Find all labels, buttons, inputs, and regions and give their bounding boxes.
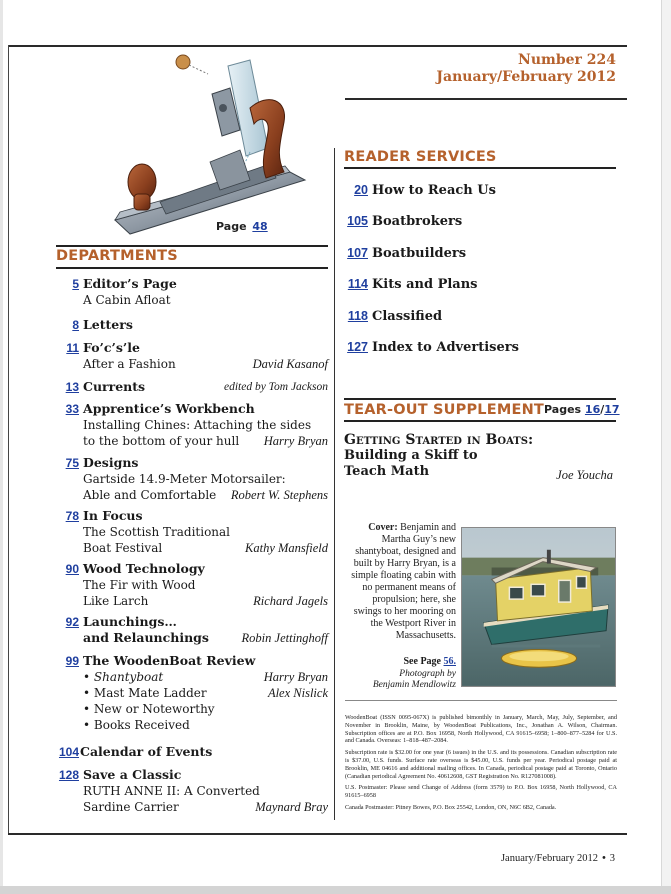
toc-subtitle-text: Boat Festival bbox=[83, 541, 163, 555]
toc-subtitle: RUTH ANNE II: A Converted bbox=[83, 784, 260, 798]
toc-author: Alex Nislick bbox=[267, 686, 328, 700]
toc-author: Robert W. Stephens bbox=[230, 488, 328, 502]
rs-page-link[interactable]: 127 bbox=[347, 340, 368, 354]
review-item-text: Shantyboat bbox=[93, 670, 164, 684]
toc-title: Apprentice’s Workbench bbox=[83, 401, 255, 416]
toc-subtitle bbox=[83, 487, 328, 503]
supplement-title-line: Teach Math bbox=[344, 464, 430, 479]
review-item bbox=[83, 685, 328, 701]
toc-subtitle-text: Sardine Carrier bbox=[83, 800, 179, 814]
reader-services-rule bbox=[344, 167, 616, 169]
reader-service-item[interactable] bbox=[344, 276, 478, 293]
rs-title: Classified bbox=[372, 309, 443, 324]
toc-author: Kathy Mansfield bbox=[245, 541, 328, 555]
page-footer bbox=[501, 853, 615, 864]
toc-title: Letters bbox=[83, 317, 133, 332]
toc-page-link[interactable]: 11 bbox=[66, 341, 79, 355]
toc-author: Richard Jagels bbox=[253, 594, 328, 608]
cover-divider bbox=[345, 700, 617, 701]
toc-entry[interactable] bbox=[56, 561, 328, 609]
toc-entry[interactable] bbox=[56, 614, 328, 646]
toc-author: David Kasanof bbox=[252, 357, 328, 371]
rs-title: Boatbuilders bbox=[372, 246, 467, 261]
issue-info bbox=[436, 52, 616, 86]
departments-rule-bottom bbox=[56, 267, 328, 269]
rs-page-link[interactable]: 105 bbox=[347, 214, 368, 228]
toc-author: Harry Bryan bbox=[263, 670, 328, 684]
supplement-page-link[interactable]: 16 bbox=[584, 403, 601, 416]
supplement-heading: TEAR-OUT SUPPLEMENT bbox=[344, 402, 545, 418]
fineprint-paragraph: Canada Postmaster: Pitney Bowes, P.O. Box 25542, London, ON, N6C 6B2, Canada. bbox=[345, 803, 557, 811]
bottom-rule bbox=[8, 833, 627, 835]
scrollbar[interactable] bbox=[661, 0, 671, 894]
reader-services-heading: READER SERVICES bbox=[344, 149, 497, 165]
toc-title: Calendar of Events bbox=[80, 744, 213, 759]
departments-rule-top bbox=[56, 245, 328, 247]
issue-number: Number 224 bbox=[518, 52, 616, 68]
rs-page-link[interactable]: 107 bbox=[347, 246, 368, 260]
hand-plane-exploded-icon bbox=[100, 52, 330, 242]
column-divider bbox=[334, 148, 335, 820]
header-rule bbox=[345, 98, 627, 100]
departments-heading: DEPARTMENTS bbox=[56, 248, 178, 264]
cover-see-page bbox=[345, 656, 456, 667]
toc-subtitle bbox=[83, 799, 328, 815]
footer-separator: • bbox=[602, 853, 606, 864]
toc-author: edited by Tom Jackson bbox=[223, 381, 328, 393]
toc-title: The WoodenBoat Review bbox=[83, 653, 256, 668]
rs-page-link[interactable]: 20 bbox=[354, 183, 368, 197]
toc-subtitle bbox=[83, 433, 328, 449]
reader-service-item[interactable] bbox=[344, 213, 462, 230]
toc-page-link[interactable]: 5 bbox=[72, 277, 79, 291]
review-item bbox=[83, 669, 328, 685]
toc-entry[interactable] bbox=[56, 340, 328, 372]
toc-subtitle bbox=[83, 593, 328, 609]
toc-entry[interactable] bbox=[56, 455, 328, 503]
toc-subtitle: A Cabin Afloat bbox=[83, 293, 171, 307]
rs-title: Boatbrokers bbox=[372, 214, 463, 229]
toc-author: Maynard Bray bbox=[255, 800, 328, 814]
rs-title: Index to Advertisers bbox=[372, 340, 519, 355]
toc-page-link[interactable]: 99 bbox=[65, 654, 79, 668]
supplement-pages: Pages 16/17 bbox=[544, 403, 620, 416]
toc-page-link[interactable]: 33 bbox=[65, 402, 79, 416]
fineprint-paragraph: U.S. Postmaster: Please send Change of Address (form 3579) to P.O. Box 16958, North Hollywood, CA 91615–6958 bbox=[345, 784, 617, 800]
fineprint-paragraph: WoodenBoat (ISSN 0095-067X) is published bimonthly in January, March, May, July, September, and November in Brooklin, Maine, by WoodenBoat Publications, Inc., Jonathan A. Wilson, Chairman. Subscription offices are at P.O. Box 16958, North Hollywood, CA 91615–6958; 1–800–877–5284 for U.S. and Canada. Overseas: 1–818–487–2084. bbox=[345, 714, 617, 745]
toc-subtitle-text: to the bottom of your hull bbox=[83, 434, 240, 448]
credit-line: Photograph by bbox=[399, 669, 456, 679]
page-bottom-edge bbox=[0, 886, 671, 894]
footer-page-number: 3 bbox=[609, 853, 615, 864]
rs-title: How to Reach Us bbox=[372, 183, 496, 198]
toc-title: Editor’s Page bbox=[83, 276, 177, 291]
review-item-text: Mast Mate Ladder bbox=[93, 686, 207, 700]
rs-page-link[interactable]: 114 bbox=[347, 277, 368, 291]
shantyboat-photo bbox=[461, 527, 616, 687]
toc-author: Harry Bryan bbox=[263, 434, 328, 448]
hero-caption bbox=[216, 220, 268, 233]
toc-title-continued bbox=[83, 630, 328, 646]
toc-title: Designs bbox=[83, 455, 139, 470]
rs-page-link[interactable]: 118 bbox=[347, 309, 368, 323]
toc-entry[interactable] bbox=[56, 744, 328, 760]
reader-service-item[interactable] bbox=[344, 339, 519, 356]
toc-page-link[interactable]: 78 bbox=[65, 509, 79, 523]
toc-entry[interactable] bbox=[56, 401, 328, 449]
cover-description bbox=[345, 522, 456, 642]
publication-fineprint bbox=[345, 714, 617, 816]
footer-date: January/February 2012 bbox=[500, 853, 599, 864]
toc-title: Fo’c’s’le bbox=[83, 340, 140, 355]
toc-entry[interactable] bbox=[56, 767, 328, 815]
toc-title: Wood Technology bbox=[83, 561, 205, 576]
toc-page-link[interactable]: 90 bbox=[65, 562, 79, 576]
toc-entry[interactable] bbox=[56, 317, 328, 333]
toc-author: Robin Jettinghoff bbox=[241, 631, 328, 645]
toc-page-link[interactable]: 92 bbox=[65, 615, 79, 629]
supplement-title-line: Building a Skiff to bbox=[344, 448, 478, 463]
toc-subtitle bbox=[83, 540, 328, 556]
toc-subtitle: The Scottish Traditional bbox=[83, 525, 231, 539]
supplement-author: Joe Youcha bbox=[556, 468, 613, 482]
toc-entry[interactable] bbox=[56, 379, 328, 395]
toc-entry[interactable] bbox=[56, 276, 328, 308]
toc-subtitle bbox=[83, 356, 328, 372]
review-item bbox=[83, 717, 328, 733]
toc-subtitle: Installing Chines: Attaching the sides bbox=[83, 418, 312, 432]
top-rule bbox=[8, 45, 627, 47]
toc-page-link[interactable]: 13 bbox=[65, 380, 79, 394]
issue-date: January/February 2012 bbox=[436, 69, 616, 85]
toc-subtitle-text: Like Larch bbox=[83, 594, 149, 608]
page-left-edge bbox=[0, 0, 3, 894]
supplement-rule-bottom bbox=[344, 420, 616, 422]
review-item-text: New or Noteworthy bbox=[93, 702, 215, 716]
hero-caption-label: Page bbox=[216, 220, 247, 233]
toc-subtitle-text: Able and Comfortable bbox=[83, 488, 217, 502]
hero-page-link[interactable]: 48 bbox=[252, 220, 268, 233]
cover-text: Benjamin and Martha Guy’s new shantyboat, designed and built by Harry Bryan, is a simple floating cabin with no permanent means of propulsion; here, she swings to her mooring on the Westport River in Massachusetts. bbox=[351, 522, 456, 641]
toc-title: Save a Classic bbox=[83, 767, 182, 782]
cover-page-link[interactable]: 56. bbox=[443, 656, 456, 667]
cover-label: Cover: bbox=[368, 522, 398, 533]
toc-title: Launchings… bbox=[83, 614, 177, 629]
toc-entry[interactable] bbox=[56, 653, 328, 733]
supplement-pages-label: Pages bbox=[544, 403, 582, 416]
fineprint-paragraph: Subscription rate is $32.00 for one year (6 issues) in the U.S. and its possessions. Canadian subscription rate is $37.00, U.S. funds. Surface rate overseas is $45.00, U.S. funds per year. Periodical postage paid at Brooklin, ME 04616 and additional mailing offices. In Canada, periodical postage paid at Toronto, Ontario (Canadian periodical Agreement No. 40612608, GST Registration No. R127081008). bbox=[345, 749, 617, 780]
toc-page-link[interactable]: 128 bbox=[58, 768, 79, 782]
review-item bbox=[83, 701, 328, 717]
toc-title: In Focus bbox=[83, 508, 143, 523]
cover-see-label: See Page bbox=[403, 656, 441, 667]
frame-left-rule bbox=[8, 45, 9, 835]
reader-service-item[interactable] bbox=[344, 182, 496, 199]
toc-title: Currents bbox=[83, 379, 146, 394]
toc-page-link[interactable]: 104 bbox=[58, 745, 79, 759]
reader-service-item[interactable] bbox=[344, 245, 466, 262]
supplement-page-link[interactable]: 17 bbox=[604, 403, 620, 416]
supplement-rule-top bbox=[344, 398, 616, 400]
review-item-text: Books Received bbox=[93, 718, 190, 732]
toc-subtitle: Gartside 14.9-Meter Motorsailer: bbox=[83, 472, 286, 486]
toc-entry[interactable] bbox=[56, 508, 328, 556]
toc-subtitle-text: After a Fashion bbox=[83, 357, 176, 371]
toc-page-link[interactable]: 75 bbox=[65, 456, 79, 470]
toc-subtitle: The Fir with Wood bbox=[83, 578, 196, 592]
supplement-title-line: Getting Started in Boats: bbox=[344, 432, 534, 448]
reader-service-item[interactable] bbox=[344, 308, 442, 325]
cover-photo-credit bbox=[345, 669, 456, 691]
toc-page-link[interactable]: 8 bbox=[72, 318, 79, 332]
credit-line: Benjamin Mendlowitz bbox=[372, 680, 456, 690]
toc-title-2: and Relaunchings bbox=[83, 630, 209, 645]
rs-title: Kits and Plans bbox=[372, 277, 478, 292]
